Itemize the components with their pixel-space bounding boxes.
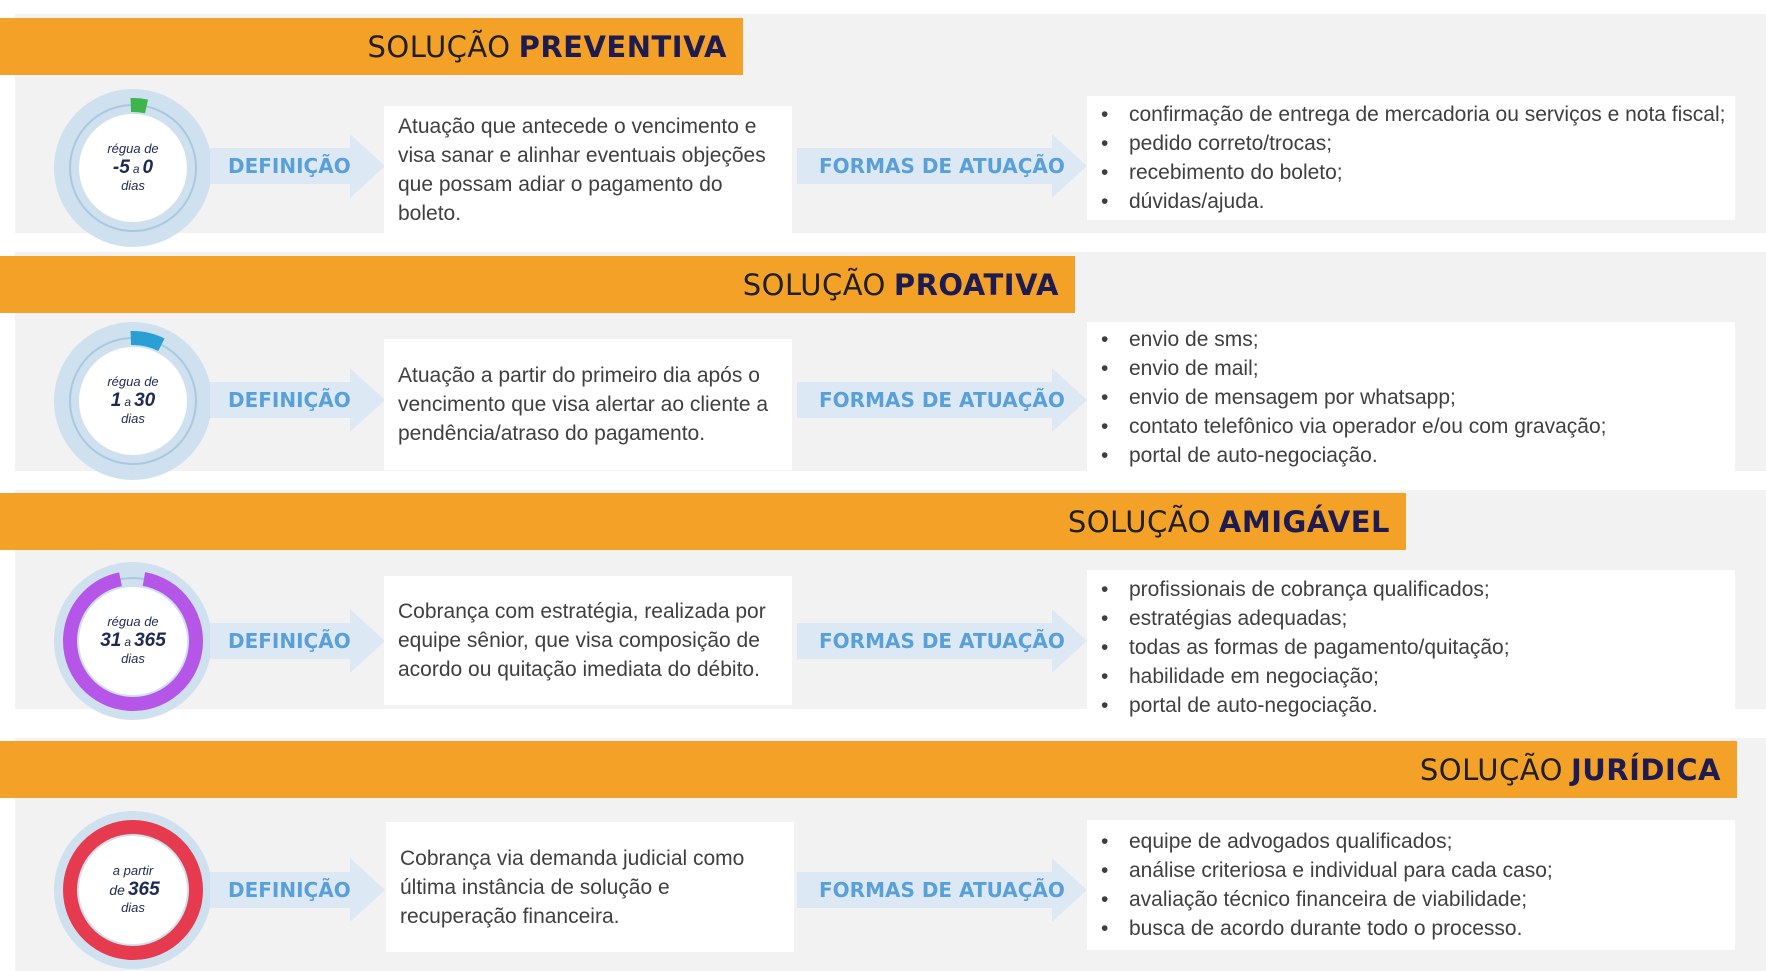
ring-to: 365 — [127, 879, 160, 901]
bullet-icon: • — [1101, 190, 1109, 213]
definition-label: DEFINIÇÃO — [228, 878, 351, 902]
bullet-icon: • — [1101, 443, 1109, 467]
forms-list-item — [1101, 100, 1725, 129]
forms-list-item — [1101, 158, 1725, 187]
bullet-icon: • — [1101, 665, 1109, 688]
definition-text: Cobrança via demanda judicial como última instância de solução e recuperação financeira. — [400, 846, 745, 928]
forms-item-text: busca de acordo durante todo o processo. — [1129, 917, 1523, 940]
forms-list-box — [1087, 96, 1735, 220]
ring-sep: a — [124, 635, 132, 650]
bullet-icon: • — [1101, 132, 1109, 155]
forms-list-item — [1101, 633, 1510, 662]
bullet-icon: • — [1101, 327, 1109, 351]
forms-list-item — [1101, 691, 1510, 720]
definition-label: DEFINIÇÃO — [228, 629, 351, 653]
forms-item-text: equipe de advogados qualificados; — [1129, 830, 1453, 853]
forms-list — [1101, 575, 1510, 720]
definition-arrow — [210, 368, 385, 432]
forms-list-box — [1087, 322, 1735, 472]
forms-item-text: habilidade em negociação; — [1129, 665, 1379, 688]
forms-item-text: profissionais de cobrança qualificados; — [1129, 578, 1490, 601]
ring-sep: a — [124, 395, 132, 410]
ring-line1: a partir — [112, 863, 154, 879]
ring-to: 0 — [142, 157, 154, 179]
ring-from: 31 — [100, 630, 122, 652]
bullet-icon: • — [1101, 578, 1109, 601]
forms-item-text: confirmação de entrega de mercadoria ou serviços e nota fiscal; — [1129, 103, 1726, 126]
ring-to: 30 — [134, 390, 156, 412]
forms-arrow — [797, 134, 1087, 198]
ring-label — [54, 811, 212, 969]
definition-box — [384, 106, 792, 234]
forms-list-item — [1101, 383, 1606, 412]
forms-item-text: envio de sms; — [1129, 327, 1259, 351]
forms-list-box — [1087, 570, 1735, 725]
forms-label: FORMAS DE ATUAÇÃO — [819, 154, 1065, 178]
banner-keyword: JURÍDICA — [1570, 752, 1721, 787]
forms-list-item — [1101, 575, 1510, 604]
bullet-icon: • — [1101, 356, 1109, 380]
definition-box — [384, 339, 792, 470]
forms-item-text: envio de mensagem por whatsapp; — [1129, 385, 1456, 409]
forms-item-text: estratégias adequadas; — [1129, 607, 1348, 630]
forms-list-item — [1101, 354, 1606, 383]
forms-list-item — [1101, 885, 1553, 914]
forms-list-box — [1087, 820, 1735, 950]
forms-list-item — [1101, 325, 1606, 354]
timeline-ring-proativa — [54, 322, 212, 480]
definition-label: DEFINIÇÃO — [228, 154, 351, 178]
forms-label: FORMAS DE ATUAÇÃO — [819, 878, 1065, 902]
forms-list — [1101, 325, 1606, 470]
ring-line3: dias — [121, 899, 145, 915]
forms-item-text: portal de auto-negociação. — [1129, 443, 1378, 467]
ring-from: -5 — [112, 157, 130, 179]
ring-range — [100, 630, 166, 652]
banner-keyword: PREVENTIVA — [518, 29, 727, 64]
ring-line1: régua de — [107, 374, 159, 390]
ring-line3: dias — [121, 410, 145, 426]
definition-arrow — [210, 609, 385, 673]
forms-label: FORMAS DE ATUAÇÃO — [819, 388, 1065, 412]
bullet-icon: • — [1101, 830, 1109, 853]
ring-range — [111, 390, 155, 412]
forms-item-text: avaliação técnico financeira de viabilidade; — [1129, 888, 1528, 911]
forms-item-text: análise criteriosa e individual para cada caso; — [1129, 859, 1553, 882]
section-banner-amigavel — [0, 493, 1406, 550]
forms-arrow — [797, 858, 1087, 922]
definition-box — [386, 822, 794, 952]
forms-list-item — [1101, 662, 1510, 691]
timeline-ring-juridica — [54, 811, 212, 969]
bullet-icon: • — [1101, 636, 1109, 659]
definition-text: Atuação que antecede o vencimento e visa sanar e alinhar eventuais objeções que possam adiar o pagamento do boleto. — [398, 115, 766, 225]
banner-prefix: SOLUÇÃO — [1067, 504, 1211, 539]
ring-range — [113, 157, 153, 179]
ring-to: 365 — [134, 630, 166, 652]
banner-keyword: AMIGÁVEL — [1218, 504, 1390, 539]
forms-list-item — [1101, 412, 1606, 441]
forms-list-item — [1101, 441, 1606, 470]
forms-list-item — [1101, 187, 1725, 216]
forms-list — [1101, 100, 1725, 216]
section-banner-preventiva — [0, 18, 743, 75]
forms-list-item — [1101, 827, 1553, 856]
definition-arrow — [210, 134, 385, 198]
ring-from: 1 — [110, 390, 122, 412]
forms-list-item — [1101, 129, 1725, 158]
ring-sep: de — [109, 882, 125, 899]
ring-label — [54, 322, 212, 480]
definition-text: Cobrança com estratégia, realizada por equipe sênior, que visa composição de acordo ou quitação imediata do débito. — [398, 600, 766, 681]
forms-list-item — [1101, 856, 1553, 885]
timeline-ring-amigavel — [54, 562, 212, 720]
banner-prefix: SOLUÇÃO — [367, 29, 511, 64]
forms-item-text: todas as formas de pagamento/quitação; — [1129, 636, 1510, 659]
forms-label: FORMAS DE ATUAÇÃO — [819, 629, 1065, 653]
ring-range — [106, 879, 159, 901]
forms-item-text: pedido correto/trocas; — [1129, 132, 1333, 155]
bullet-icon: • — [1101, 888, 1109, 911]
forms-list-item — [1101, 914, 1553, 943]
forms-item-text: contato telefônico via operador e/ou com gravação; — [1129, 414, 1607, 438]
bullet-icon: • — [1101, 917, 1109, 940]
banner-prefix: SOLUÇÃO — [1419, 752, 1563, 787]
bullet-icon: • — [1101, 414, 1109, 438]
timeline-ring-preventiva — [54, 89, 212, 247]
forms-list — [1101, 827, 1553, 943]
bullet-icon: • — [1101, 694, 1109, 717]
bullet-icon: • — [1101, 385, 1109, 409]
ring-label — [54, 562, 212, 720]
definition-label: DEFINIÇÃO — [228, 388, 351, 412]
bullet-icon: • — [1101, 859, 1109, 882]
forms-arrow — [797, 368, 1087, 432]
section-banner-proativa — [0, 256, 1075, 313]
bullet-icon: • — [1101, 607, 1109, 630]
banner-keyword: PROATIVA — [893, 267, 1059, 302]
definition-arrow — [210, 858, 385, 922]
definition-box — [384, 576, 792, 705]
banner-prefix: SOLUÇÃO — [742, 267, 886, 302]
forms-arrow — [797, 609, 1087, 673]
ring-line3: dias — [121, 650, 145, 666]
ring-sep: a — [132, 162, 140, 177]
ring-label — [54, 89, 212, 247]
forms-item-text: portal de auto-negociação. — [1129, 694, 1378, 717]
forms-item-text: dúvidas/ajuda. — [1129, 190, 1265, 213]
definition-text: Atuação a partir do primeiro dia após o vencimento que visa alertar ao cliente a pendência/atraso do pagamento. — [398, 364, 769, 445]
bullet-icon: • — [1101, 161, 1109, 184]
bullet-icon: • — [1101, 103, 1109, 126]
forms-list-item — [1101, 604, 1510, 633]
ring-line1: régua de — [107, 141, 159, 157]
ring-line3: dias — [121, 177, 145, 193]
ring-line1: régua de — [107, 614, 159, 630]
forms-item-text: recebimento do boleto; — [1129, 161, 1343, 184]
forms-item-text: envio de mail; — [1129, 356, 1259, 380]
section-banner-juridica — [0, 741, 1737, 798]
